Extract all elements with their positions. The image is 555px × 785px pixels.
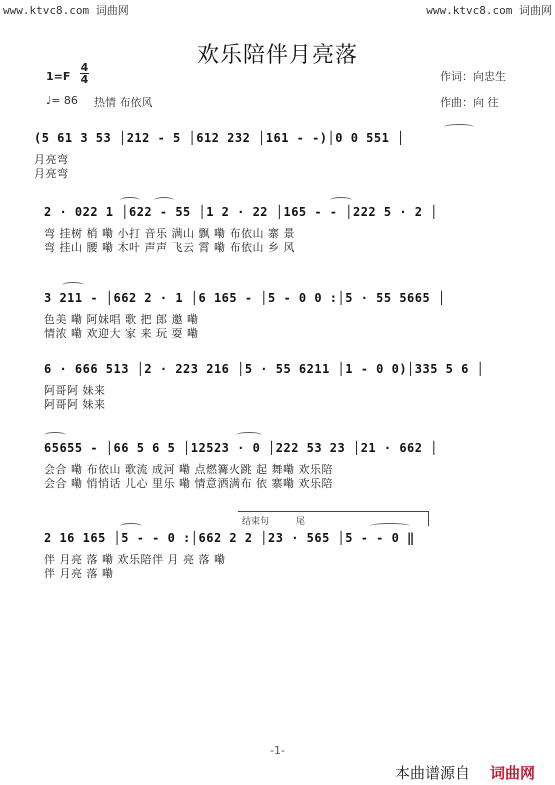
notation-line-2: 2 · 022 1 │622 - 55 │1 2 · 22 │165 - - │222 5 · 2 │	[44, 205, 438, 219]
slur-mark	[120, 197, 140, 203]
time-signature-bottom: 4	[80, 73, 89, 86]
lyrics-line-2a: 弯 挂树 梢 嘞 小打 音乐 满山 飘 嘞 布依山 寨 景	[44, 227, 295, 240]
lyrics-line-4a: 阿哥阿 妹来	[44, 384, 106, 397]
source-label: 本曲谱源自	[395, 764, 471, 782]
slur-mark	[120, 523, 142, 529]
ending-label: 结束句	[242, 517, 270, 527]
slur-mark	[62, 282, 84, 288]
slur-mark	[236, 432, 262, 438]
time-signature	[80, 62, 89, 85]
notation-line-1: (5 61 3 53 │212 - 5 │612 232 │161 - -)│0 0 551 │	[34, 131, 405, 145]
slur-mark	[330, 197, 352, 203]
notation-line-3: 3 211 - │662 2 · 1 │6 165 - │5 - 0 0 :│5 · 55 5665 │	[44, 291, 446, 305]
notation-line-4: 6 · 666 513 │2 · 223 216 │5 · 55 6211 │1 - 0 0)│335 5 6 │	[44, 362, 485, 376]
watermark-right: www.ktvc8.com 词曲网	[426, 4, 552, 17]
lyrics-line-1b: 月亮弯	[34, 167, 69, 180]
lyrics-line-3a: 色美 嘞 阿妹唱 歌 把 郎 邀 嘞	[44, 313, 199, 326]
repeat-label: 尾	[296, 517, 306, 527]
mood-marking: 热情 布依风	[94, 96, 153, 109]
slur-mark	[44, 432, 66, 438]
lyricist-credit: 作词：向忠生	[440, 70, 506, 83]
time-signature-top: 4	[80, 61, 89, 74]
slur-mark	[444, 124, 474, 130]
lyrics-line-1a: 月亮弯	[34, 153, 69, 166]
lyrics-line-5a: 会合 嘞 布依山 歌流 成河 嘞 点燃篝火跳 起 舞嘞 欢乐陪	[44, 463, 333, 476]
slur-mark	[154, 197, 174, 203]
lyrics-line-3b: 情浓 嘞 欢迎大 家 来 玩 耍 嘞	[44, 327, 199, 340]
lyrics-line-6a: 伴 月亮 落 嘞 欢乐陪伴 月 亮 落 嘞	[44, 553, 226, 566]
composer-credit: 作曲：向 往	[440, 96, 499, 109]
lyrics-line-2b: 弯 挂山 腰 嘞 木叶 声声 飞云 霄 嘞 布依山 乡 风	[44, 241, 295, 254]
slur-mark	[370, 523, 410, 529]
site-logo[interactable]: 词曲网	[490, 764, 536, 782]
lyrics-line-4b: 阿哥阿 妹来	[44, 398, 106, 411]
watermark-left: www.ktvc8.com 词曲网	[3, 4, 129, 17]
lyrics-line-5b: 会合 嘞 悄悄话 儿心 里乐 嘞 情意洒满布 依 寨嘞 欢乐陪	[44, 477, 333, 490]
tempo-marking: ♩= 86	[46, 94, 78, 107]
notation-line-6: 2 16 165 │5 - - 0 :│662 2 2 │23 · 565 │5 - - 0 ‖	[44, 531, 415, 545]
page-number: -1-	[270, 744, 285, 757]
notation-line-5: 65655 - │66 5 6 5 │12523 · 0 │222 53 23 │21 · 662 │	[44, 441, 438, 455]
song-title: 欢乐陪伴月亮落	[196, 43, 358, 68]
lyrics-line-6b: 伴 月亮 落 嘞	[44, 567, 114, 580]
key-signature: 1=F	[46, 70, 71, 83]
